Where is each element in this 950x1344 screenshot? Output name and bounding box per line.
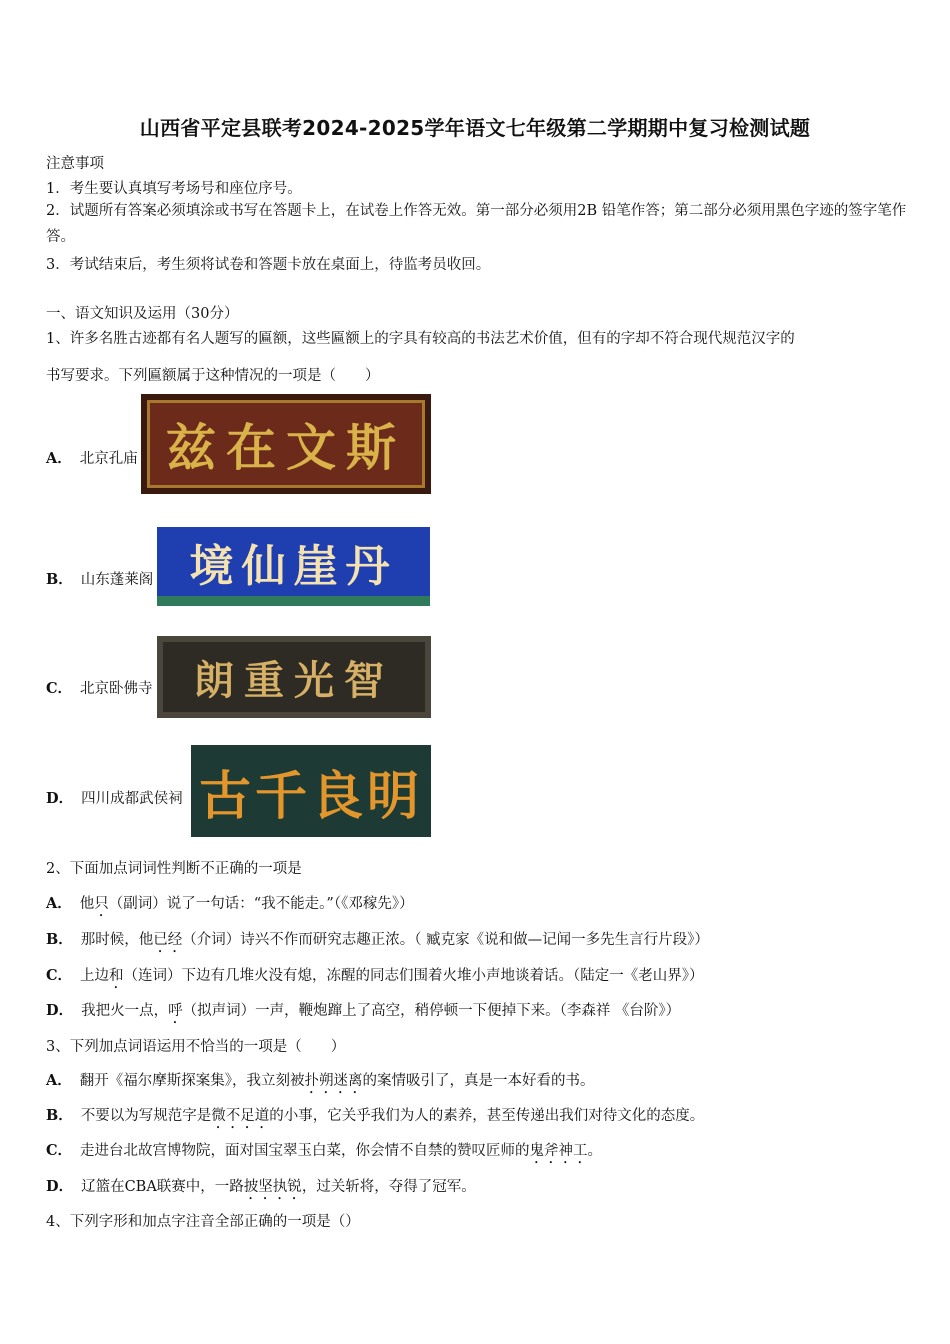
notice-item-3: 3．考试结束后，考生须将试卷和答题卡放在桌面上，待监考员收回。 (46, 257, 491, 273)
section-heading: 一、语文知识及运用（30分） (46, 306, 239, 322)
option-text: 的案情吸引了，真是一本好看的书。 (362, 1073, 595, 1089)
option-text: 。 (587, 1143, 603, 1159)
option-text: 不要以为写规范字是 (80, 1108, 212, 1124)
option-label: C． (46, 1142, 73, 1159)
option-label: B． (46, 1107, 73, 1124)
option-text: 北京孔庙 (79, 451, 138, 467)
plaque-text: 境仙崖丹 (189, 540, 398, 592)
option-text: （拟声词）一声，鞭炮蹿上了高空，稍停顿一下便掉下来。（李森祥 《台阶》） (182, 1003, 681, 1019)
q3-option-b (46, 1104, 704, 1132)
option-label: D． (46, 1178, 74, 1195)
q3-option-d (46, 1175, 476, 1203)
dotted-word: 披坚执锐 (243, 1179, 302, 1195)
option-label: D． (46, 790, 74, 807)
q2-option-a (46, 892, 414, 920)
option-text: 我把火一点， (81, 1003, 169, 1019)
option-text: 走进台北故宫博物院，面对国宝翠玉白菜，你会情不自禁的赞叹匠师的 (80, 1143, 530, 1159)
option-text: （副词）说了一句话：“我不能走。”（《邓稼先》） (108, 896, 414, 912)
plaque-image-b (157, 527, 430, 606)
option-label: D． (46, 1002, 74, 1019)
dotted-word: 鬼斧神工 (529, 1143, 588, 1159)
plaque-image-d (191, 745, 431, 837)
option-text: 的小事，它关乎我们为人的素养，甚至传递出我们对待文化的态度。 (269, 1108, 705, 1124)
option-text: 翻开《福尔摩斯探案集》，我立刻被 (79, 1073, 305, 1089)
notice-heading: 注意事项 (46, 156, 104, 172)
dotted-word: 呼 (168, 1003, 183, 1019)
option-text: 四川成都武侯祠 (81, 791, 183, 807)
q3-stem: 3、下列加点词语运用不恰当的一项是（ ） (46, 1039, 346, 1055)
q1-option-d (46, 787, 183, 808)
q1-option-c (46, 677, 153, 698)
option-text: 那时候，他 (80, 932, 154, 948)
page-title: 山西省平定县联考2024-2025学年语文七年级第二学期期中复习检测试题 (139, 116, 811, 140)
option-label: A． (46, 450, 72, 467)
option-text: 辽篮在CBA联赛中，一路 (81, 1179, 244, 1195)
option-text: 山东蓬莱阁 (80, 572, 154, 588)
option-label: C． (46, 967, 73, 984)
notice-item-2: 2．试题所有答案必须填涂或书写在答题卡上，在试卷上作答无效。第一部分必须用2B 铅笔作答；第二部分必须用黑色字迹的签字笔作答。 (46, 203, 907, 245)
notice-item-1: 1．考生要认真填写考场号和座位序号。 (46, 181, 302, 197)
dotted-word: 只 (94, 896, 109, 912)
q1-stem-line1: 1、许多名胜古迹都有名人题写的匾额，这些匾额上的字具有较高的书法艺术价值，但有的字却不符合现代规范汉字的 (46, 331, 795, 347)
plaque-text: 朗重光智 (194, 656, 394, 704)
q2-option-b (46, 928, 709, 956)
dotted-word: 已经 (153, 932, 183, 948)
q3-option-a (46, 1069, 595, 1097)
plaque-text: 兹在文斯 (166, 418, 406, 477)
option-text: ，过关斩将，夺得了冠军。 (301, 1179, 476, 1195)
option-label: B． (46, 931, 73, 948)
option-label: A． (46, 1072, 72, 1089)
option-text: 他 (79, 896, 95, 912)
option-label: A． (46, 895, 72, 912)
dotted-word: 和 (109, 968, 124, 984)
option-text: （介词）诗兴不作而研究志趣正浓。（ 臧克家《说和做—记闻一多先生言行片段》） (182, 932, 709, 948)
q2-stem: 2、下面加点词词性判断不正确的一项是 (46, 861, 302, 877)
q1-option-b (46, 568, 153, 589)
plaque-image-a (141, 394, 431, 494)
q1-stem-line2: 书写要求。下列匾额属于这种情况的一项是（ ） (46, 368, 380, 384)
plaque-image-c (157, 636, 431, 718)
q1-option-a (46, 447, 138, 468)
plaque-text: 古千良明 (198, 765, 423, 827)
option-label: C． (46, 680, 73, 697)
dotted-word: 微不足道 (211, 1108, 270, 1124)
option-text: 上边 (80, 968, 110, 984)
dotted-word: 扑朔迷离 (304, 1073, 363, 1089)
q2-option-c (46, 964, 704, 992)
q3-option-c (46, 1139, 602, 1167)
option-text: 北京卧佛寺 (80, 681, 153, 697)
option-label: B． (46, 571, 73, 588)
option-text: （连词）下边有几堆火没有熄，冻醒的同志们围着火堆小声地谈着话。（陆定一《老山界》） (123, 968, 704, 984)
q4-stem: 4、下列字形和加点字注音全部正确的一项是（） (46, 1214, 360, 1230)
q2-option-d (46, 999, 680, 1027)
